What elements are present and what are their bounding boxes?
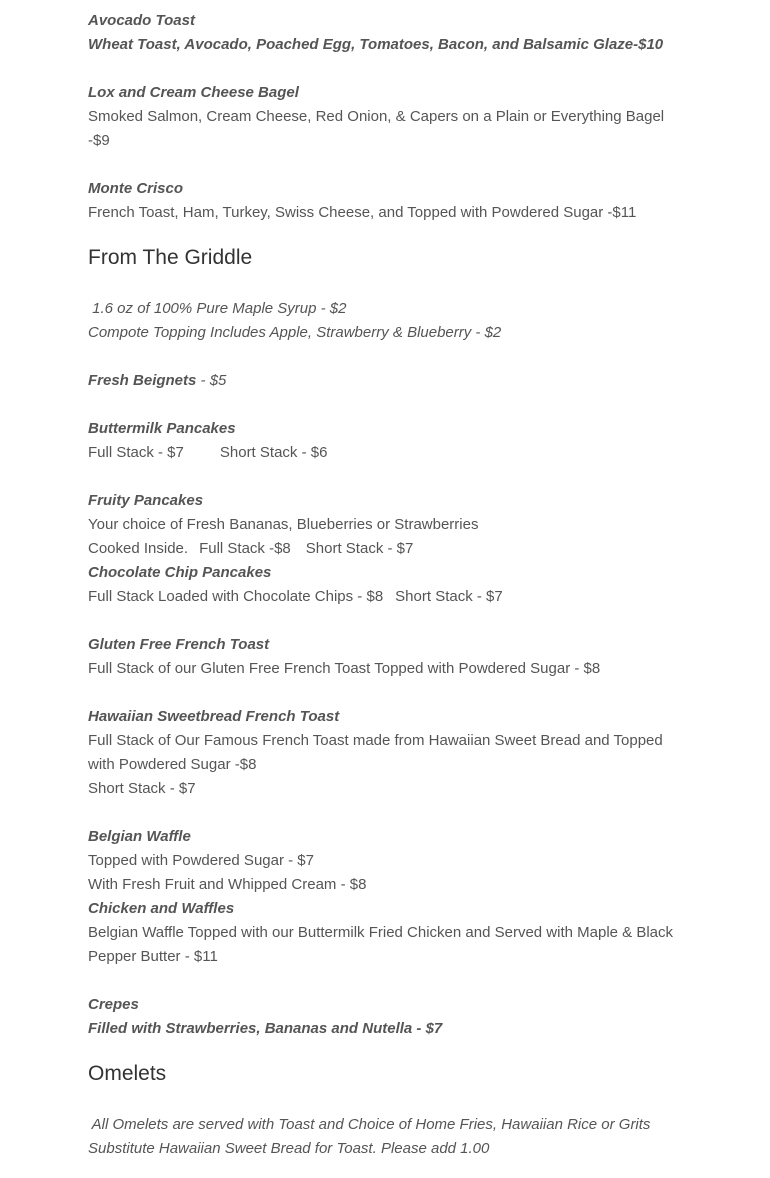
item-desc-fruity-pancakes: Your choice of Fresh Bananas, Blueberries or Strawberries <box>88 516 479 533</box>
item-title-fresh-beignets: Fresh Beignets <box>88 372 197 389</box>
fruity-full-stack: Full Stack -$8 <box>199 540 291 557</box>
fruity-short-stack: Short Stack - $7 <box>305 540 414 557</box>
fruity-cooked-inside: Cooked Inside. <box>88 540 189 557</box>
item-title-gluten-free-french-toast: Gluten Free French Toast <box>88 636 270 653</box>
item-title-chocolate-chip-pancakes: Chocolate Chip Pancakes <box>88 564 272 581</box>
item-short-hawaiian-french-toast: Short Stack - $7 <box>88 780 196 797</box>
item-desc-crepes: Filled with Strawberries, Bananas and Nutella - $7 <box>88 1020 443 1037</box>
item-desc-gluten-free-french-toast: Full Stack of our Gluten Free French Toast Topped with Powdered Sugar - $8 <box>88 660 601 677</box>
item-desc-lox-bagel: Smoked Salmon, Cream Cheese, Red Onion, & Capers on a Plain or Everything Bagel -$9 <box>88 108 665 149</box>
item-title-avocado-toast: Avocado Toast <box>88 12 195 29</box>
spacer <box>88 465 678 489</box>
item-desc-hawaiian-french-toast: Full Stack of Our Famous French Toast made from Hawaiian Sweet Bread and Topped with Powdered Sugar -$8 <box>88 732 663 773</box>
choc-short-stack: Short Stack - $7 <box>395 588 503 605</box>
spacer <box>88 153 678 177</box>
menu-content <box>88 9 678 1161</box>
item-desc-chicken-and-waffles: Belgian Waffle Topped with our Buttermilk Fried Chicken and Served with Maple & Black Pepper Butter - $11 <box>88 924 674 965</box>
spacer <box>88 393 678 417</box>
item-title-buttermilk-pancakes: Buttermilk Pancakes <box>88 420 236 437</box>
item-desc-belgian-waffle-sugar: Topped with Powdered Sugar - $7 <box>88 852 314 869</box>
note-omelets-served: All Omelets are served with Toast and Choice of Home Fries, Hawaiian Rice or Grits <box>88 1116 651 1133</box>
spacer <box>88 57 678 81</box>
item-desc-avocado-toast: Wheat Toast, Avocado, Poached Egg, Tomatoes, Bacon, and Balsamic Glaze-$10 <box>88 36 664 53</box>
spacer <box>88 681 678 705</box>
item-price-fresh-beignets: - $5 <box>196 372 227 389</box>
item-title-crepes: Crepes <box>88 996 139 1013</box>
item-title-hawaiian-french-toast: Hawaiian Sweetbread French Toast <box>88 708 340 725</box>
choc-full-stack: Full Stack Loaded with Chocolate Chips - $8 <box>88 588 384 605</box>
buttermilk-full-stack: Full Stack - $7 <box>88 444 184 461</box>
spacer <box>88 969 678 993</box>
item-desc-monte-crisco: French Toast, Ham, Turkey, Swiss Cheese, and Topped with Powdered Sugar -$11 <box>88 204 637 221</box>
item-desc-belgian-waffle-fruit: With Fresh Fruit and Whipped Cream - $8 <box>88 876 367 893</box>
item-desc-buttermilk-pancakes <box>88 441 678 465</box>
spacer <box>88 345 678 369</box>
section-heading-omelets: Omelets <box>88 1062 167 1085</box>
note-maple-syrup: 1.6 oz of 100% Pure Maple Syrup - $2 <box>88 300 347 317</box>
note-compote-topping: Compote Topping Includes Apple, Strawberry & Blueberry - $2 <box>88 324 502 341</box>
item-fresh-beignets <box>88 369 678 393</box>
item-title-belgian-waffle: Belgian Waffle <box>88 828 191 845</box>
spacer <box>88 609 678 633</box>
item-title-lox-bagel: Lox and Cream Cheese Bagel <box>88 84 299 101</box>
note-omelets-substitute: Substitute Hawaiian Sweet Bread for Toast. Please add 1.00 <box>88 1140 490 1157</box>
item-desc-chocolate-chip-pancakes <box>88 585 678 609</box>
section-heading-griddle: From The Griddle <box>88 246 253 269</box>
buttermilk-short-stack: Short Stack - $6 <box>219 444 328 461</box>
item-title-monte-crisco: Monte Crisco <box>88 180 184 197</box>
item-title-chicken-and-waffles: Chicken and Waffles <box>88 900 235 917</box>
spacer <box>88 801 678 825</box>
item-prices-fruity-pancakes <box>88 537 678 561</box>
item-title-fruity-pancakes: Fruity Pancakes <box>88 492 204 509</box>
